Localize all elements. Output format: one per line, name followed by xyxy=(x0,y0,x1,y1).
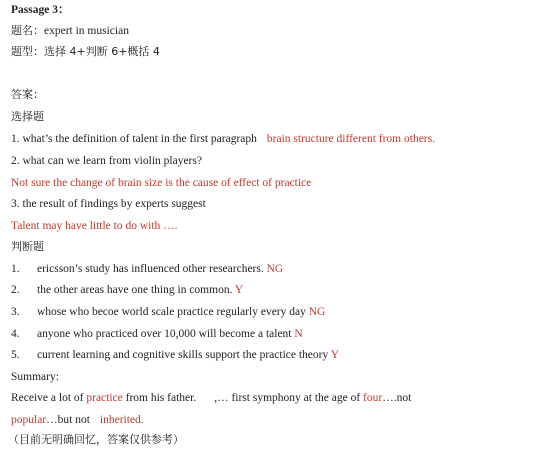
summary-text: ….not xyxy=(382,392,412,404)
tf-item-text: whose who becoe world scale practice regularly every day xyxy=(37,306,306,318)
mc-question-1-text: 1. what’s the definition of talent in the first paragraph xyxy=(11,133,257,145)
summary-answer: practice xyxy=(86,392,123,404)
tf-item-answer: N xyxy=(294,328,303,340)
mc-question-2: 2. what can we learn from violin players? xyxy=(11,155,202,167)
title-value: expert in musician xyxy=(44,25,129,37)
title-label: 题名： xyxy=(11,24,44,37)
tf-item xyxy=(11,283,552,297)
mc-question-3: 3. the result of findings by experts suggest xyxy=(11,198,206,210)
disclaimer-note: （目前无明确回忆，答案仅供参考） xyxy=(8,433,184,446)
tf-item-number: 4. xyxy=(11,328,20,340)
passage-title: Passage 3： xyxy=(11,4,70,16)
title-line xyxy=(11,24,552,38)
mc-answer-3: Talent may have little to do with …. xyxy=(11,220,178,232)
true-false-heading: 判断题 xyxy=(11,240,44,253)
tf-item-answer: NG xyxy=(308,306,326,318)
tf-item-text: the other areas have one thing in common. xyxy=(37,284,233,296)
summary-answer: popular xyxy=(11,414,47,426)
tf-item-number: 3. xyxy=(11,306,20,318)
tf-item-number: 5. xyxy=(11,349,20,361)
summary-text: …but not xyxy=(46,414,90,426)
answers-heading: 答案： xyxy=(11,88,44,101)
tf-item xyxy=(11,305,552,319)
tf-item-answer: Y xyxy=(234,284,244,296)
tf-item-number: 2. xyxy=(11,284,20,296)
tf-item-answer: NG xyxy=(266,263,284,275)
summary-text: from his father. xyxy=(125,392,197,404)
summary-text: Receive a lot of xyxy=(11,392,84,404)
tf-item-number: 1. xyxy=(11,263,20,275)
multiple-choice-heading: 选择题 xyxy=(11,110,44,123)
tf-item-answer: Y xyxy=(330,349,340,361)
summary-heading: Summary: xyxy=(11,371,59,383)
tf-item-text: current learning and cognitive skills support the practice theory xyxy=(37,349,329,361)
summary-answer: four xyxy=(363,392,383,404)
tf-item-text: anyone who practiced over 10,000 will become a talent xyxy=(37,328,292,340)
mc-answer-1: brain structure different from others. xyxy=(266,133,435,145)
summary-line-2 xyxy=(11,413,552,427)
mc-question-1 xyxy=(11,132,552,146)
summary-answer: inherited. xyxy=(99,414,144,426)
tf-item xyxy=(11,327,552,341)
mc-answer-2: Not sure the change of brain size is the cause of effect of practice xyxy=(11,177,312,189)
summary-text: ,… first symphony at the age of xyxy=(214,392,361,404)
tf-item-text: ericsson’s study has influenced other researchers. xyxy=(37,263,264,275)
tf-item xyxy=(11,262,552,276)
summary-line-1 xyxy=(11,391,552,405)
question-type-line: 题型：选择 4+判断 6+概括 4 xyxy=(11,45,160,58)
tf-item xyxy=(11,348,552,362)
